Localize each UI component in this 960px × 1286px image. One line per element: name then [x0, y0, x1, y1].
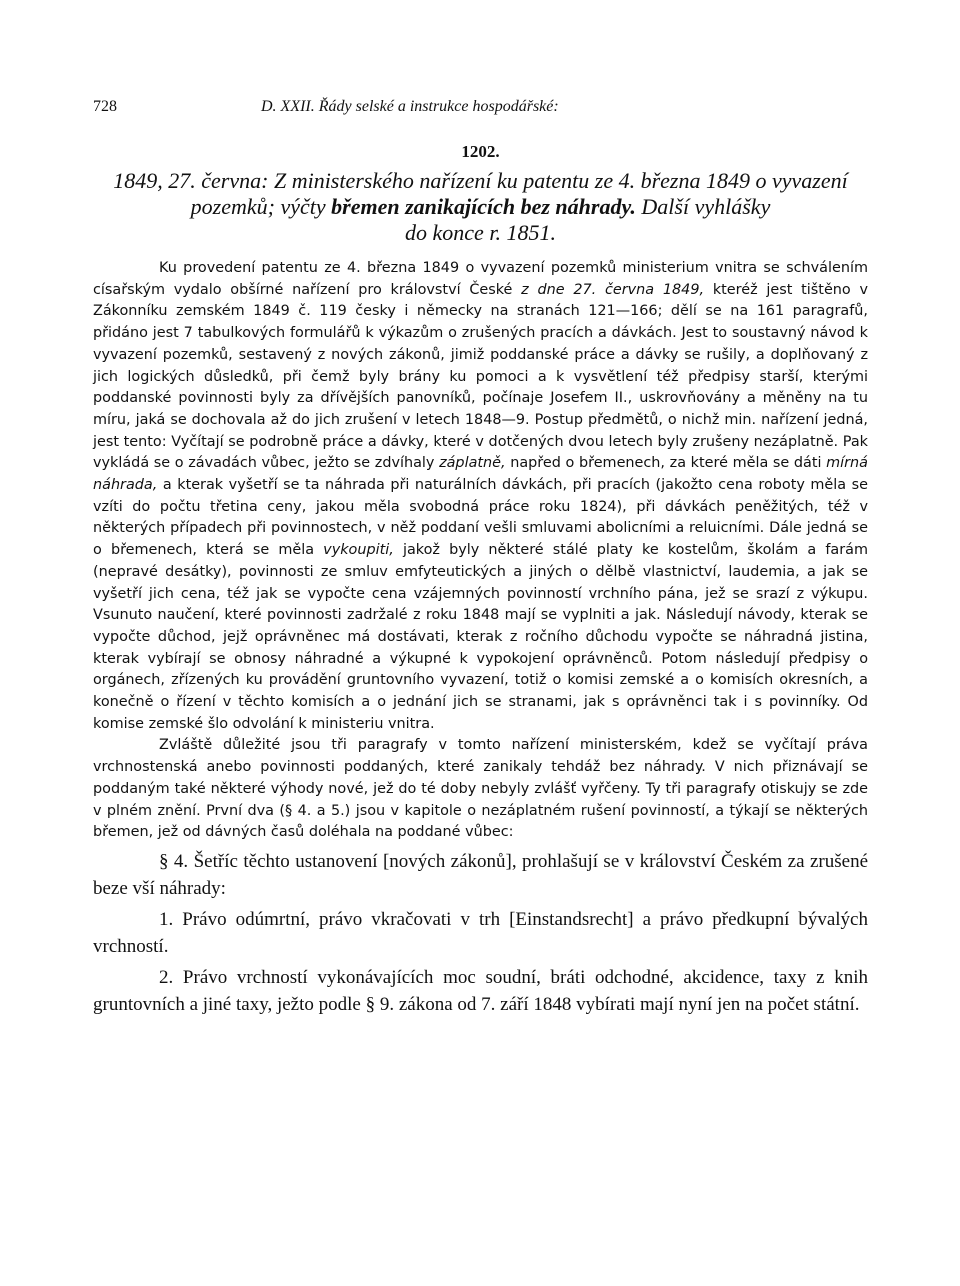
p1-emphasis-date: z dne 27. června 1849, [521, 281, 705, 298]
p1-emphasis-vykoupiti: vykoupiti, [323, 542, 394, 559]
paragraph-2: Zvláště důležité jsou tři paragrafy v tomto nařízení ministerském, kdež se vyčítají práva vrchnostenská anebo povinnosti poddaných, které zanikaly tehdáž bez náhrady. V nich přiznávají se poddaným také některé výhody nové, jež do té doby nebyly zvlášť vyřčeny. Ty tři paragrafy otiskujy se zde v plném znění. První dva (§ 4. a 5.) jsou v kapitole o nezáplatném rušení povinností, a týkají se některých břemen, jež od dávných časů doléhala na poddané vůbec: [93, 737, 868, 841]
p1-emphasis-zaplatne: záplatně, [439, 455, 506, 472]
document-heading [93, 168, 868, 246]
p1-text-i: jakož byly některé stálé platy ke kostelům, školám a farám (nepravé desátky), povinnosti ze smluv emfyteutických a jiných o dělbě vlastnictví, laudemia, a jak se vyšetří jich cena, též jak se vypočte cena vzájemných povinností vrchního pána, jež se srazí z výkupu. Vsunuto naučení, které povinnosti zadržalé z roku 1848 mají se vyplniti a jak. Následují návody, kterak se vypočte důchod, jejž oprávněnec má dostávati, kterak z ročního důchodu vypočte se náhradná jistina, kterak vybírají se obnosy náhradné a výkupné k vypokojení oprávněnců. Potom následují předpisy o orgánech, zřízených ku provádění gruntovního vyvazení, totiž o komisi zemské a o komisích okresních, a konečně o řízení v těchto komisích a o jednání jich se stranami, jak s oprávněnci tak i s povinníky. Od komise zemské šlo odvolání k ministeriu vnitra. [93, 542, 868, 732]
document-number: 1202. [461, 142, 500, 161]
paragraph-3: § 4. Šetříc těchto ustanovení [nových zákonů], prohlašují se v království Českém za zrušené beze vší náhrady: [93, 850, 868, 899]
p1-text-c: kteréž jest tištěno v Zákonníku zemském 1849 č. 119 česky i německy na stranách 121—166; dělí se na 161 paragrafů, přidáno jest 7 tabulkových formulářů k výkazům o zrušených pracích a dávkách. Jest to soustavný návod k vyvazení pozemků, sestavený z nových zákonů, jimiž poddanské práce a dávky se rušily, a doplňovaný z jich logických důsledků, při čemž byly brány ku pomoci a k vysvětlení též předpisy starší, kterými poddanské povinnosti byly za dřívějších panovníků, počínaje Josefem II., uskrovňovány a měněny na tu míru, jaká se dochovala až do jich zrušení v letech 1848—9. Postup předmětů, o nichž min. nařízení jedná, jest tento: Vyčítají se podrobně práce a dávky, které v dotčených dvou letech byly zrušeny nezáplatně. Pak vykládá se o závadách vůbec, ježto se zdvíhaly [93, 281, 868, 472]
p1-text-g: a kterak vyšetří se ta náhrada při naturálních dávkách, při pracích (jakožto cena roboty měla se vzíti do počtu třetina ceny, jakou měla svobodná práce roku 1824), při dávkách peněžitých, též v některých případech při povinnostech, v něž poddaní vešli smluvami abolicními a reluicními. Dále jedná se o břemenech, která se měla [93, 477, 868, 559]
running-head [93, 98, 868, 122]
running-title: D. XXII. Řády selské a instrukce hospodářské: [261, 98, 559, 115]
heading-line-3: do konce r. 1851. [405, 220, 556, 245]
page-number: 728 [93, 98, 117, 115]
paragraph-4: 1. Právo odúmrtní, právo vkračovati v trh [Einstandsrecht] a právo předkupní bývalých vrchností. [93, 908, 868, 957]
p1-text-e: napřed o břemenech, za které měla se dáti [505, 455, 827, 472]
heading-bold-phrase: břemen zanikajících bez náhrady. [331, 194, 636, 219]
p1-text-a: Ku provedení patentu ze 4. března 1849 o vyvazení pozemků ministerium vnitra se schválením císařským vydalo obšírné nařízení pro království České [93, 260, 868, 298]
document-page [93, 98, 868, 1018]
heading-line-2-a: pozemků; výčty [190, 194, 332, 219]
heading-line-2 [93, 194, 868, 220]
p1-emphasis-mirna: mírná náhrada, [93, 455, 868, 494]
heading-line-1: 1849, 27. června: Z ministerského nařízení ku patentu ze 4. března 1849 o vyvazení [113, 168, 848, 193]
paragraph-5: 2. Právo vrchností vykonávajících moc soudní, bráti odchodné, akcidence, taxy z knih gruntovních a jiné taxy, ježto podle § 9. zákona od 7. září 1848 vybírati mají nyní jen na počet státní. [93, 966, 868, 1015]
paragraph-1 [93, 258, 868, 735]
heading-line-2-c: Další vyhlášky [635, 194, 771, 219]
